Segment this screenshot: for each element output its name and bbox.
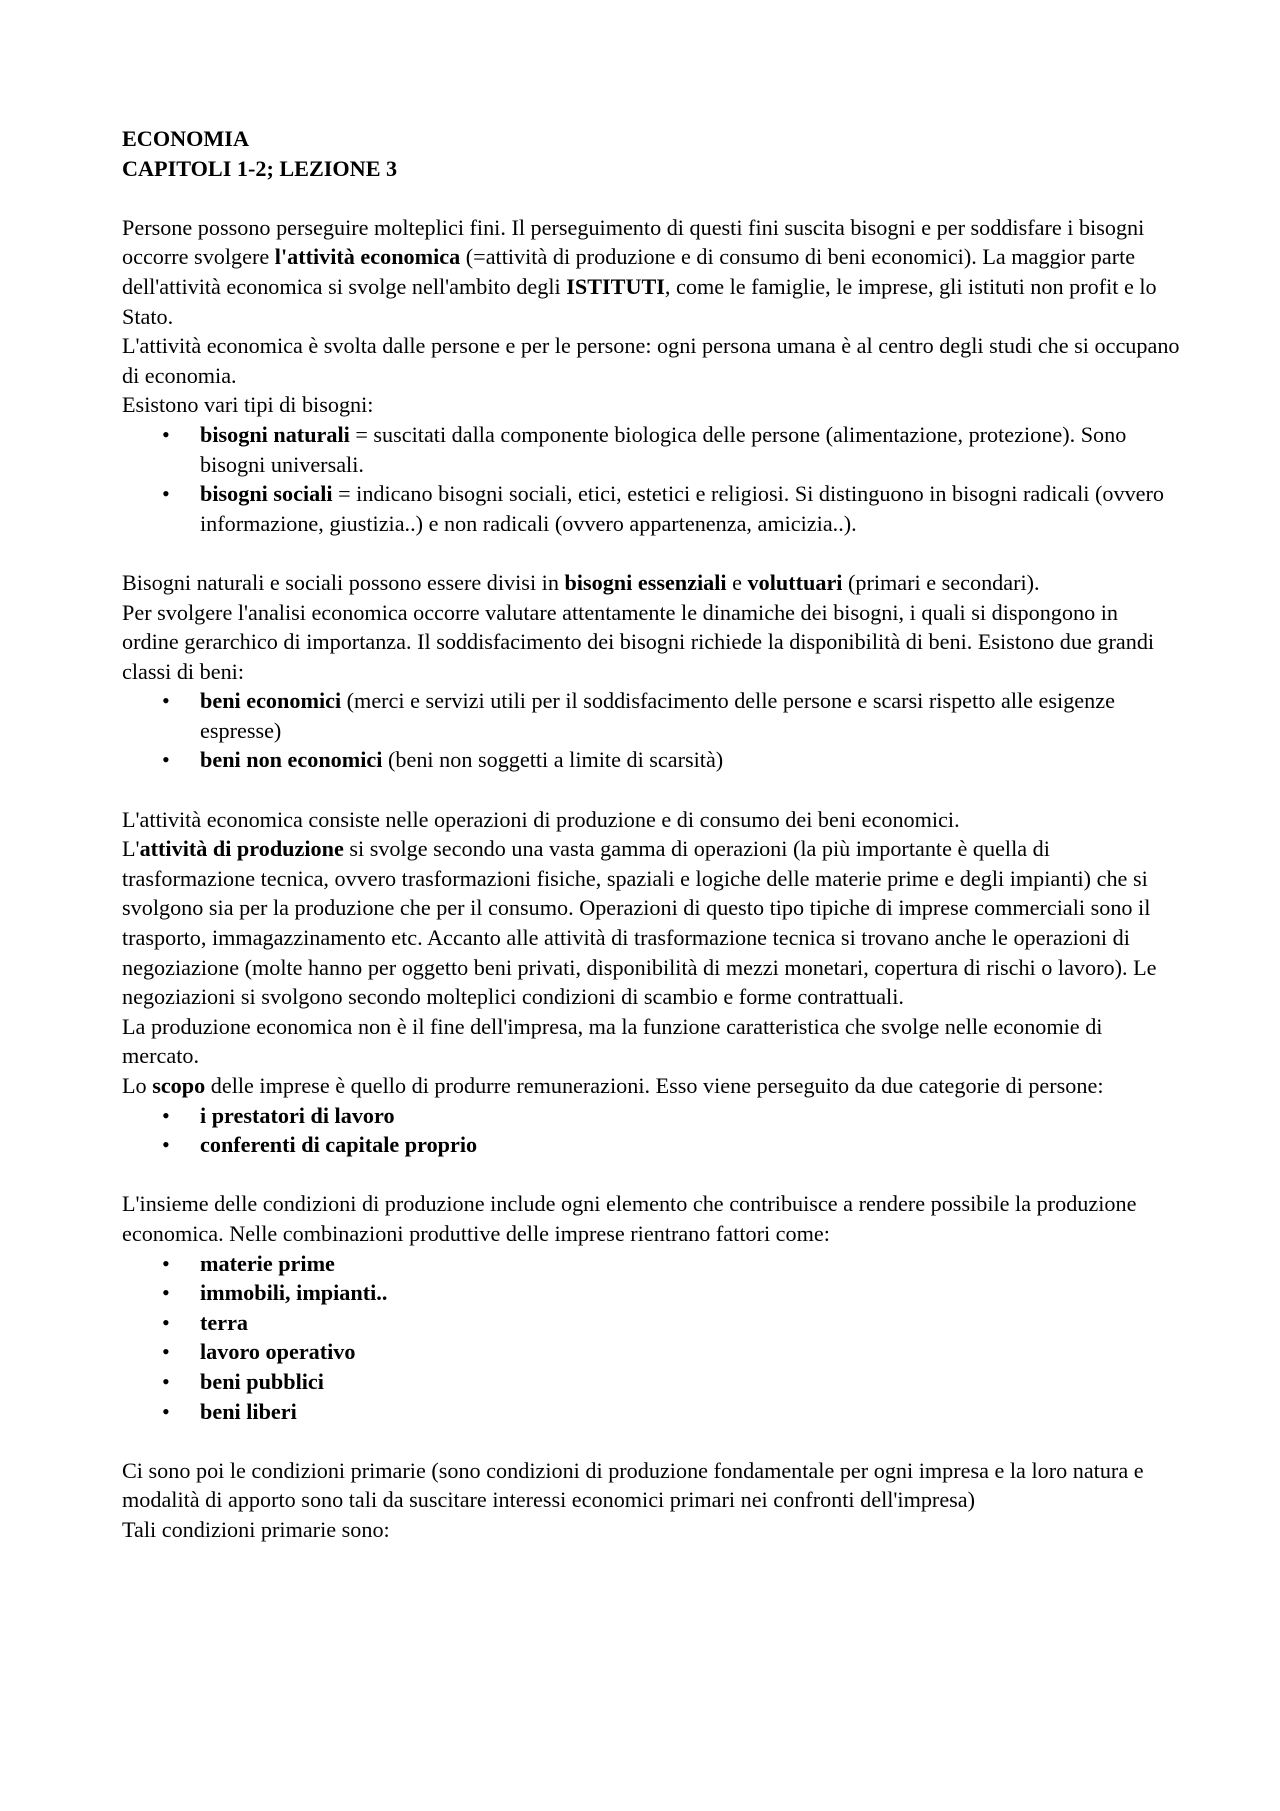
- bullet-icon: •: [162, 1280, 170, 1306]
- list-item: [122, 1278, 1180, 1308]
- bold-term: beni non economici: [200, 747, 383, 773]
- bold-term: ISTITUTI: [566, 273, 665, 299]
- paragraph-production: L'attività di produzione si svolge secondo una vasta gamma di operazioni (la più importante è quella di trasformazione tecnica, ovvero trasformazioni fisiche, spaziali e logiche delle materie prime e degli impianti) che si svolgono sia per la produzione che per il consumo. Operazioni di questo tipo tipiche di imprese commerciali sono il trasporto, immagazzinamento etc. Accanto alle attività di trasformazione tecnica si trovano anche le operazioni di negoziazione (molte hanno per oggetto beni privati, disponibilità di mezzi monetari, copertura di rischi o lavoro). Le negoziazioni si svolgono secondo molteplici condizioni di scambio e forme contrattuali.: [122, 836, 1157, 1010]
- list-item: [122, 1367, 1180, 1397]
- needs-list: [122, 420, 1180, 538]
- bold-term: bisogni sociali: [200, 481, 333, 507]
- list-item: • bisogni sociali = indicano bisogni sociali, etici, estetici e religiosi. Si distinguono in bisogni radicali (ovvero informazione, giustizia..) e non radicali (ovvero appartenenza, amicizia..).: [162, 481, 1165, 536]
- bullet-icon: •: [162, 1102, 170, 1128]
- spacer: [122, 538, 1180, 568]
- bold-term: terra: [200, 1309, 249, 1335]
- list-item: • beni economici (merci e servizi utili per il soddisfacimento delle persone e scarsi rispetto alle esigenze espresse): [162, 688, 1115, 743]
- list-item: [122, 1397, 1180, 1427]
- bullet-icon: •: [162, 1368, 170, 1394]
- document-title: ECONOMIA: [122, 126, 249, 151]
- bullet-icon: •: [162, 421, 170, 447]
- list-item: [122, 1308, 1180, 1338]
- bullet-icon: •: [162, 1339, 170, 1365]
- bold-term: l'attività economica: [274, 244, 461, 270]
- paragraph-intro: Persone possono perseguire molteplici fini. Il perseguimento di questi fini suscita bisogni e per soddisfare i bisogni occorre svolgere l'attività economica (=attività di produzione e di consumo di beni economici). La maggior parte dell'attività economica si svolge nell'ambito degli ISTITUTI, come le famiglie, le imprese, gli istituti non profit e lo Stato.: [122, 214, 1157, 329]
- paragraph-needs-intro: Esistono vari tipi di bisogni:: [122, 392, 374, 418]
- bold-term: immobili, impianti..: [200, 1280, 388, 1306]
- bullet-icon: •: [162, 481, 170, 507]
- paragraph-production-function: La produzione economica non è il fine dell'impresa, ma la funzione caratteristica che svolge nelle economie di mercato.: [122, 1013, 1103, 1069]
- paragraph-needs-division: Bisogni naturali e sociali possono essere divisi in bisogni essenziali e voluttuari (primari e secondari).: [122, 569, 1040, 595]
- spacer: [122, 183, 1180, 213]
- paragraph-conditions: L'insieme delle condizioni di produzione include ogni elemento che contribuisce a rendere possibile la produzione economica. Nelle combinazioni produttive delle imprese rientrano fattori come:: [122, 1191, 1137, 1246]
- bullet-icon: •: [162, 747, 170, 773]
- spacer: [122, 1426, 1180, 1456]
- bullet-icon: •: [162, 1309, 170, 1335]
- bold-term: scopo: [152, 1073, 206, 1098]
- bold-term: bisogni essenziali: [564, 569, 727, 595]
- factors-list: [122, 1249, 1180, 1427]
- bold-term: beni pubblici: [200, 1368, 324, 1394]
- bold-term: materie prime: [200, 1250, 335, 1276]
- bullet-icon: •: [162, 1398, 170, 1424]
- paragraph-purpose: Lo scopo delle imprese è quello di produrre remunerazioni. Esso viene perseguito da due categorie di persone:: [122, 1073, 1104, 1098]
- bold-term: beni economici: [200, 688, 342, 714]
- document-page: [122, 124, 1180, 1545]
- bold-term: conferenti di capitale proprio: [200, 1132, 478, 1158]
- list-item: [122, 1130, 1180, 1160]
- goods-list: [122, 686, 1180, 775]
- paragraph-analysis: Per svolgere l'analisi economica occorre valutare attentamente le dinamiche dei bisogni, i quali si dispongono in ordine gerarchico di importanza. Il soddisfacimento dei bisogni richiede la disponibilità di beni. Esistono due grandi classi di beni:: [122, 599, 1155, 684]
- bold-term: beni liberi: [200, 1398, 297, 1424]
- bullet-icon: •: [162, 1132, 170, 1158]
- list-item: • bisogni naturali = suscitati dalla componente biologica delle persone (alimentazione, protezione). Sono bisogni universali.: [162, 421, 1127, 477]
- list-item: [122, 1249, 1180, 1279]
- document-subtitle: CAPITOLI 1-2; LEZIONE 3: [122, 155, 398, 181]
- list-item: • beni non economici (beni non soggetti a limite di scarsità): [122, 745, 1180, 775]
- spacer: [122, 775, 1180, 805]
- persons-list: [122, 1101, 1180, 1160]
- paragraph-activity: L'attività economica consiste nelle operazioni di produzione e di consumo dei beni economici.: [122, 806, 960, 832]
- bold-term: lavoro operativo: [200, 1339, 356, 1365]
- list-item: [122, 1101, 1180, 1131]
- bold-term: bisogni naturali: [200, 421, 350, 447]
- paragraph-primary-list-intro: Tali condizioni primarie sono:: [122, 1516, 390, 1542]
- list-item: [122, 1337, 1180, 1367]
- spacer: [122, 1160, 1180, 1190]
- bullet-icon: •: [162, 688, 170, 714]
- bold-term: voluttuari: [747, 569, 843, 595]
- bold-term: attività di produzione: [139, 836, 344, 862]
- bullet-icon: •: [162, 1250, 170, 1276]
- paragraph-primary-conditions: Ci sono poi le condizioni primarie (sono condizioni di produzione fondamentale per ogni impresa e la loro natura e modalità di apporto sono tali da suscitare interessi economici primari nei confronti dell'impresa): [122, 1457, 1144, 1513]
- bold-term: i prestatori di lavoro: [200, 1102, 395, 1128]
- paragraph-persons: L'attività economica è svolta dalle persone e per le persone: ogni persona umana è al centro degli studi che si occupano di economia.: [122, 333, 1180, 388]
